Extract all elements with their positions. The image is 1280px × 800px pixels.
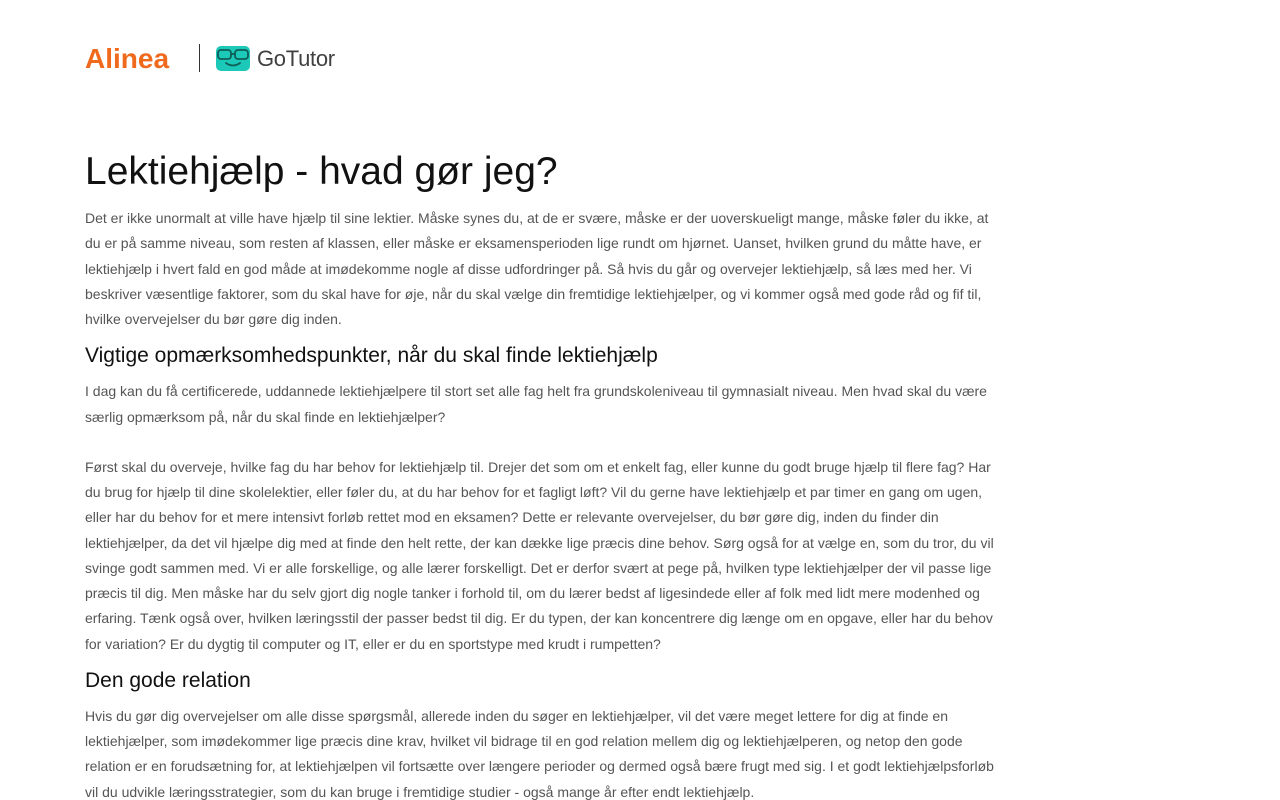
section2-paragraph-1: Hvis du gør dig overvejelser om alle disse spørgsmål, allerede inden du søger en lektiehjælper, vil det være meget lettere for dig at finde en lektiehjælper, som imødekommer lige præcis dine krav, hvilket vil bidrage til en god relation mellem dig og lektiehjælperen, og netop den gode relation er en forudsætning for, at lektiehjælpen vil fortsætte over længere perioder og dermed også bære frugt med sig. I et godt lektiehjælpsforløb vil du udvikle læringsstrategier, som du kan bruge i fremtidige studier - også mange år efter endt lektiehjælp. xyxy=(85,707,994,800)
logo-divider xyxy=(199,44,200,72)
alinea-logo[interactable] xyxy=(85,42,180,74)
intro-paragraph: Det er ikke unormalt at ville have hjælp til sine lektier. Måske synes du, at de er svære, måske er der uoverskueligt mange, måske føler du ikke, at du er på samme niveau, som resten af klassen, eller måske er eksamensperioden lige rundt om hjørnet. Uanset, hvilken grund du måtte have, er lektiehjælp i hvert fald en god måde at imødekomme nogle af disse udfordringer på. Så hvis du går og overvejer lektiehjælp, så læs med her. Vi beskriver væsentlige faktorer, som du skal have for øje, når du skal vælge din fremtidige lektiehjælper, og vi kommer også med gode råd og fif til, hvilke overvejelser du bør gøre dig inden. xyxy=(85,210,989,327)
gotutor-logo[interactable] xyxy=(215,42,335,74)
section1-paragraph-2: Først skal du overveje, hvilke fag du har behov for lektiehjælp til. Drejer det som om et enkelt fag, eller kunne du godt bruge hjælp til flere fag? Har du brug for hjælp til dine skolelektier, eller føler du, at du har behov for et fagligt løft? Vil du gerne have lektiehjælp et par timer en gang om ugen, eller har du behov for et mere intensivt forløb rettet mod en eksamen? Dette er relevante overvejelser, du bør gøre dig, inden du finder din lektiehjælper, da det vil hjælpe dig med at finde den helt rette, der kan dække lige præcis dine behov. Sørg også for at vælge en, som du tror, du vil svinge godt sammen med. Vi er alle forskellige, og alle lærer forskelligt. Det er derfor svært at pege på, hvilken type lektiehjælper der vil passe lige præcis til dig. Men måske har du selv gjort dig nogle tanker i forhold til, om du lærer bedst af ligesindede eller af folk med lidt mere modenhed og erfaring. Tænk også over, hvilken læringsstil der passer bedst til dig. Er du typen, der kan koncentrere dig længe om en opgave, eller har du behov for variation? Er du dygtig til computer og IT, eller er du en sportstype med krudt i rumpetten? xyxy=(85,458,994,652)
alinea-logo-text: Alinea xyxy=(85,43,170,74)
section-heading-good-relation: Den gode relation xyxy=(85,668,251,692)
gotutor-logo-text: GoTutor xyxy=(257,46,335,71)
section1-paragraph-1: I dag kan du få certificerede, uddannede lektiehjælpere til stort set alle fag helt fra grundskoleniveau til gymnasialt niveau. Men hvad skal du være særlig opmærksom på, når du skal finde en lektiehjælper? xyxy=(85,383,987,425)
alinea-logo-icon xyxy=(85,42,180,74)
article-content xyxy=(85,146,997,800)
gotutor-glasses-icon xyxy=(215,44,251,72)
section-heading-attention-points: Vigtige opmærksomhedspunkter, når du skal finde lektiehjælp xyxy=(85,344,658,368)
page-title: Lektiehjælp - hvad gør jeg? xyxy=(85,150,558,193)
site-header xyxy=(85,42,335,74)
